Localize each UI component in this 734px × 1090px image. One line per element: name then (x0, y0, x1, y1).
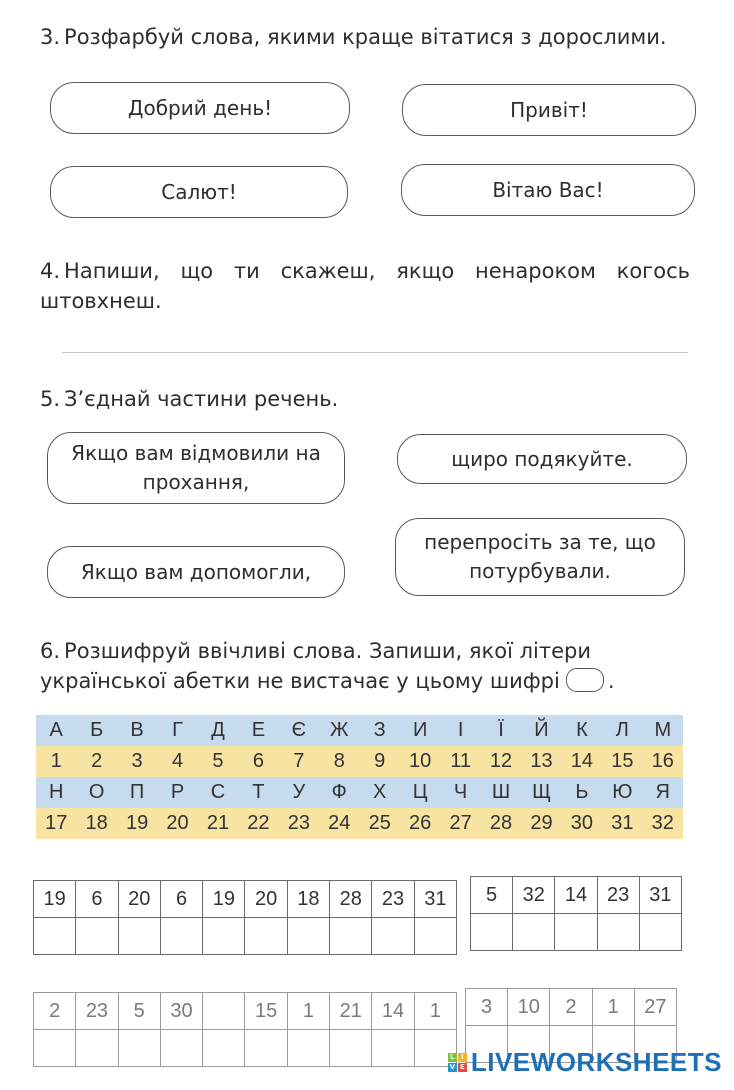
cipher-number-cell: 1 (36, 746, 76, 777)
cipher-letter-cell: Ш (481, 777, 521, 808)
code-cell: 31 (639, 877, 681, 914)
cipher-number-cell: 23 (279, 808, 319, 839)
answer-letter-input[interactable] (160, 1030, 202, 1067)
cipher-letter-cell: Л (602, 715, 642, 746)
cipher-number-cell: 3 (117, 746, 157, 777)
cipher-numbers-row-2 (36, 808, 683, 839)
code-cell: 1 (287, 993, 329, 1030)
code-cell: 2 (550, 989, 592, 1026)
code-cell: 6 (160, 881, 202, 918)
cipher-letter-cell: К (562, 715, 602, 746)
cipher-number-cell: 20 (157, 808, 197, 839)
answer-letter-input[interactable] (414, 918, 456, 955)
cipher-number-cell: 18 (76, 808, 116, 839)
missing-letter-input[interactable] (566, 668, 604, 692)
cipher-number-cell: 29 (521, 808, 561, 839)
cipher-letter-cell: Ь (562, 777, 602, 808)
code-row (34, 993, 457, 1030)
code-cell: 6 (76, 881, 118, 918)
cipher-letter-cell: Й (521, 715, 561, 746)
code-cell: 18 (287, 881, 329, 918)
task4-answer-line[interactable] (62, 352, 688, 353)
cipher-letters-row-2 (36, 777, 683, 808)
code-row (34, 881, 457, 918)
answer-letter-input[interactable] (597, 914, 639, 951)
code-cell: 27 (634, 989, 676, 1026)
cipher-number-cell: 11 (440, 746, 480, 777)
cipher-word-3 (33, 992, 457, 1067)
code-cell: 14 (372, 993, 414, 1030)
task6-heading: 6. Розшифруй ввічливі слова. Запиши, якої літери української абетки не вистачає у цьому шифрі . (40, 639, 615, 693)
code-cell: 15 (245, 993, 287, 1030)
cipher-number-cell: 19 (117, 808, 157, 839)
code-cell: 28 (330, 881, 372, 918)
cipher-letter-cell: Б (76, 715, 116, 746)
cipher-numbers-row-1 (36, 746, 683, 777)
code-cell: 32 (513, 877, 555, 914)
code-cell (203, 993, 245, 1030)
cipher-letter-cell: Г (157, 715, 197, 746)
sentence-start-refused[interactable]: Якщо вам відмовили на прохання, (47, 432, 345, 504)
cipher-number-cell: 8 (319, 746, 359, 777)
sentence-end-thank[interactable]: щиро подякуйте. (397, 434, 687, 484)
cipher-number-cell: 13 (521, 746, 561, 777)
answer-letter-input[interactable] (203, 918, 245, 955)
greeting-option-salyut[interactable]: Салют! (50, 166, 348, 218)
code-cell: 30 (160, 993, 202, 1030)
cipher-letter-cell: Щ (521, 777, 561, 808)
sentence-start-helped[interactable]: Якщо вам допомогли, (47, 546, 345, 598)
cipher-letters-row-1 (36, 715, 683, 746)
cipher-letter-cell: Т (238, 777, 278, 808)
greeting-option-vitayu-vas[interactable]: Вітаю Вас! (401, 164, 695, 216)
answer-letter-input[interactable] (471, 914, 513, 951)
cipher-letter-cell: Х (360, 777, 400, 808)
task5-heading: 5. З’єднай частини речень. (40, 387, 339, 411)
cipher-letter-cell: Ч (440, 777, 480, 808)
cipher-letter-cell: В (117, 715, 157, 746)
greeting-option-pryvit[interactable]: Привіт! (402, 84, 696, 136)
cipher-letter-cell: О (76, 777, 116, 808)
answer-letter-input[interactable] (76, 918, 118, 955)
code-cell: 19 (34, 881, 76, 918)
cipher-letter-cell: Я (643, 777, 683, 808)
cipher-number-cell: 5 (198, 746, 238, 777)
code-cell: 2 (34, 993, 76, 1030)
answer-letter-input[interactable] (330, 1030, 372, 1067)
code-row (466, 989, 677, 1026)
answer-row (34, 918, 457, 955)
cipher-letter-cell: Д (198, 715, 238, 746)
cipher-word-2 (470, 876, 682, 951)
answer-letter-input[interactable] (372, 918, 414, 955)
cipher-number-cell: 16 (643, 746, 683, 777)
cipher-letter-cell: Ж (319, 715, 359, 746)
answer-letter-input[interactable] (245, 918, 287, 955)
answer-letter-input[interactable] (287, 918, 329, 955)
logo-text: LIVEWORKSHEETS (470, 1047, 722, 1077)
cipher-number-cell: 32 (643, 808, 683, 839)
task3-heading: 3. Розфарбуй слова, якими краще вітатися з дорослими. (40, 25, 667, 49)
cipher-number-cell: 30 (562, 808, 602, 839)
cipher-number-cell: 6 (238, 746, 278, 777)
cipher-letter-cell: Ц (400, 777, 440, 808)
answer-letter-input[interactable] (203, 1030, 245, 1067)
cipher-letter-cell: Е (238, 715, 278, 746)
answer-letter-input[interactable] (287, 1030, 329, 1067)
cipher-number-cell: 7 (279, 746, 319, 777)
cipher-number-cell: 17 (36, 808, 76, 839)
cipher-number-cell: 9 (360, 746, 400, 777)
cipher-number-cell: 21 (198, 808, 238, 839)
code-cell: 5 (471, 877, 513, 914)
cipher-number-cell: 22 (238, 808, 278, 839)
cipher-letter-cell: И (400, 715, 440, 746)
cipher-number-cell: 14 (562, 746, 602, 777)
greeting-option-dobryi-den[interactable]: Добрий день! (50, 82, 350, 134)
code-cell: 10 (508, 989, 550, 1026)
cipher-letter-cell: І (440, 715, 480, 746)
sentence-end-apologize[interactable]: перепросіть за те, що потурбували. (395, 518, 685, 596)
code-cell: 20 (245, 881, 287, 918)
answer-letter-input[interactable] (372, 1030, 414, 1067)
cipher-number-cell: 12 (481, 746, 521, 777)
code-cell: 3 (466, 989, 508, 1026)
answer-letter-input[interactable] (330, 918, 372, 955)
cipher-number-cell: 28 (481, 808, 521, 839)
code-cell: 23 (76, 993, 118, 1030)
answer-letter-input[interactable] (118, 918, 160, 955)
cipher-letter-cell: М (643, 715, 683, 746)
code-cell: 23 (597, 877, 639, 914)
answer-letter-input[interactable] (118, 1030, 160, 1067)
code-cell: 20 (118, 881, 160, 918)
cipher-letter-cell: Р (157, 777, 197, 808)
answer-letter-input[interactable] (34, 918, 76, 955)
cipher-number-cell: 4 (157, 746, 197, 777)
cipher-letter-cell: Н (36, 777, 76, 808)
cipher-letter-cell: Є (279, 715, 319, 746)
cipher-number-cell: 10 (400, 746, 440, 777)
cipher-number-cell: 25 (360, 808, 400, 839)
cipher-word-1 (33, 880, 457, 955)
code-cell: 14 (555, 877, 597, 914)
cipher-letter-cell: С (198, 777, 238, 808)
liveworksheets-logo (448, 1047, 722, 1078)
answer-letter-input[interactable] (639, 914, 681, 951)
cipher-number-cell: 27 (440, 808, 480, 839)
cipher-letter-cell: А (36, 715, 76, 746)
code-cell: 1 (592, 989, 634, 1026)
cipher-letter-cell: Ф (319, 777, 359, 808)
task4-heading: 4. Напиши, що ти скажеш, якщо ненароком когось штовхнеш. (40, 259, 690, 313)
answer-letter-input[interactable] (513, 914, 555, 951)
answer-letter-input[interactable] (555, 914, 597, 951)
code-cell: 31 (414, 881, 456, 918)
cipher-number-cell: 31 (602, 808, 642, 839)
code-cell: 19 (203, 881, 245, 918)
code-cell: 1 (414, 993, 456, 1030)
answer-row (471, 914, 682, 951)
cipher-letter-cell: У (279, 777, 319, 808)
cipher-number-cell: 24 (319, 808, 359, 839)
answer-letter-input[interactable] (245, 1030, 287, 1067)
cipher-letter-cell: З (360, 715, 400, 746)
cipher-number-cell: 26 (400, 808, 440, 839)
answer-letter-input[interactable] (76, 1030, 118, 1067)
cipher-table (36, 715, 683, 839)
cipher-letter-cell: Ї (481, 715, 521, 746)
cipher-letter-cell: П (117, 777, 157, 808)
cipher-number-cell: 2 (76, 746, 116, 777)
code-cell: 23 (372, 881, 414, 918)
code-cell: 5 (118, 993, 160, 1030)
logo-badge-icon: L I V E (448, 1053, 467, 1072)
code-row (471, 877, 682, 914)
cipher-letter-cell: Ю (602, 777, 642, 808)
code-cell: 21 (330, 993, 372, 1030)
cipher-number-cell: 15 (602, 746, 642, 777)
answer-row (34, 1030, 457, 1067)
answer-letter-input[interactable] (160, 918, 202, 955)
answer-letter-input[interactable] (34, 1030, 76, 1067)
